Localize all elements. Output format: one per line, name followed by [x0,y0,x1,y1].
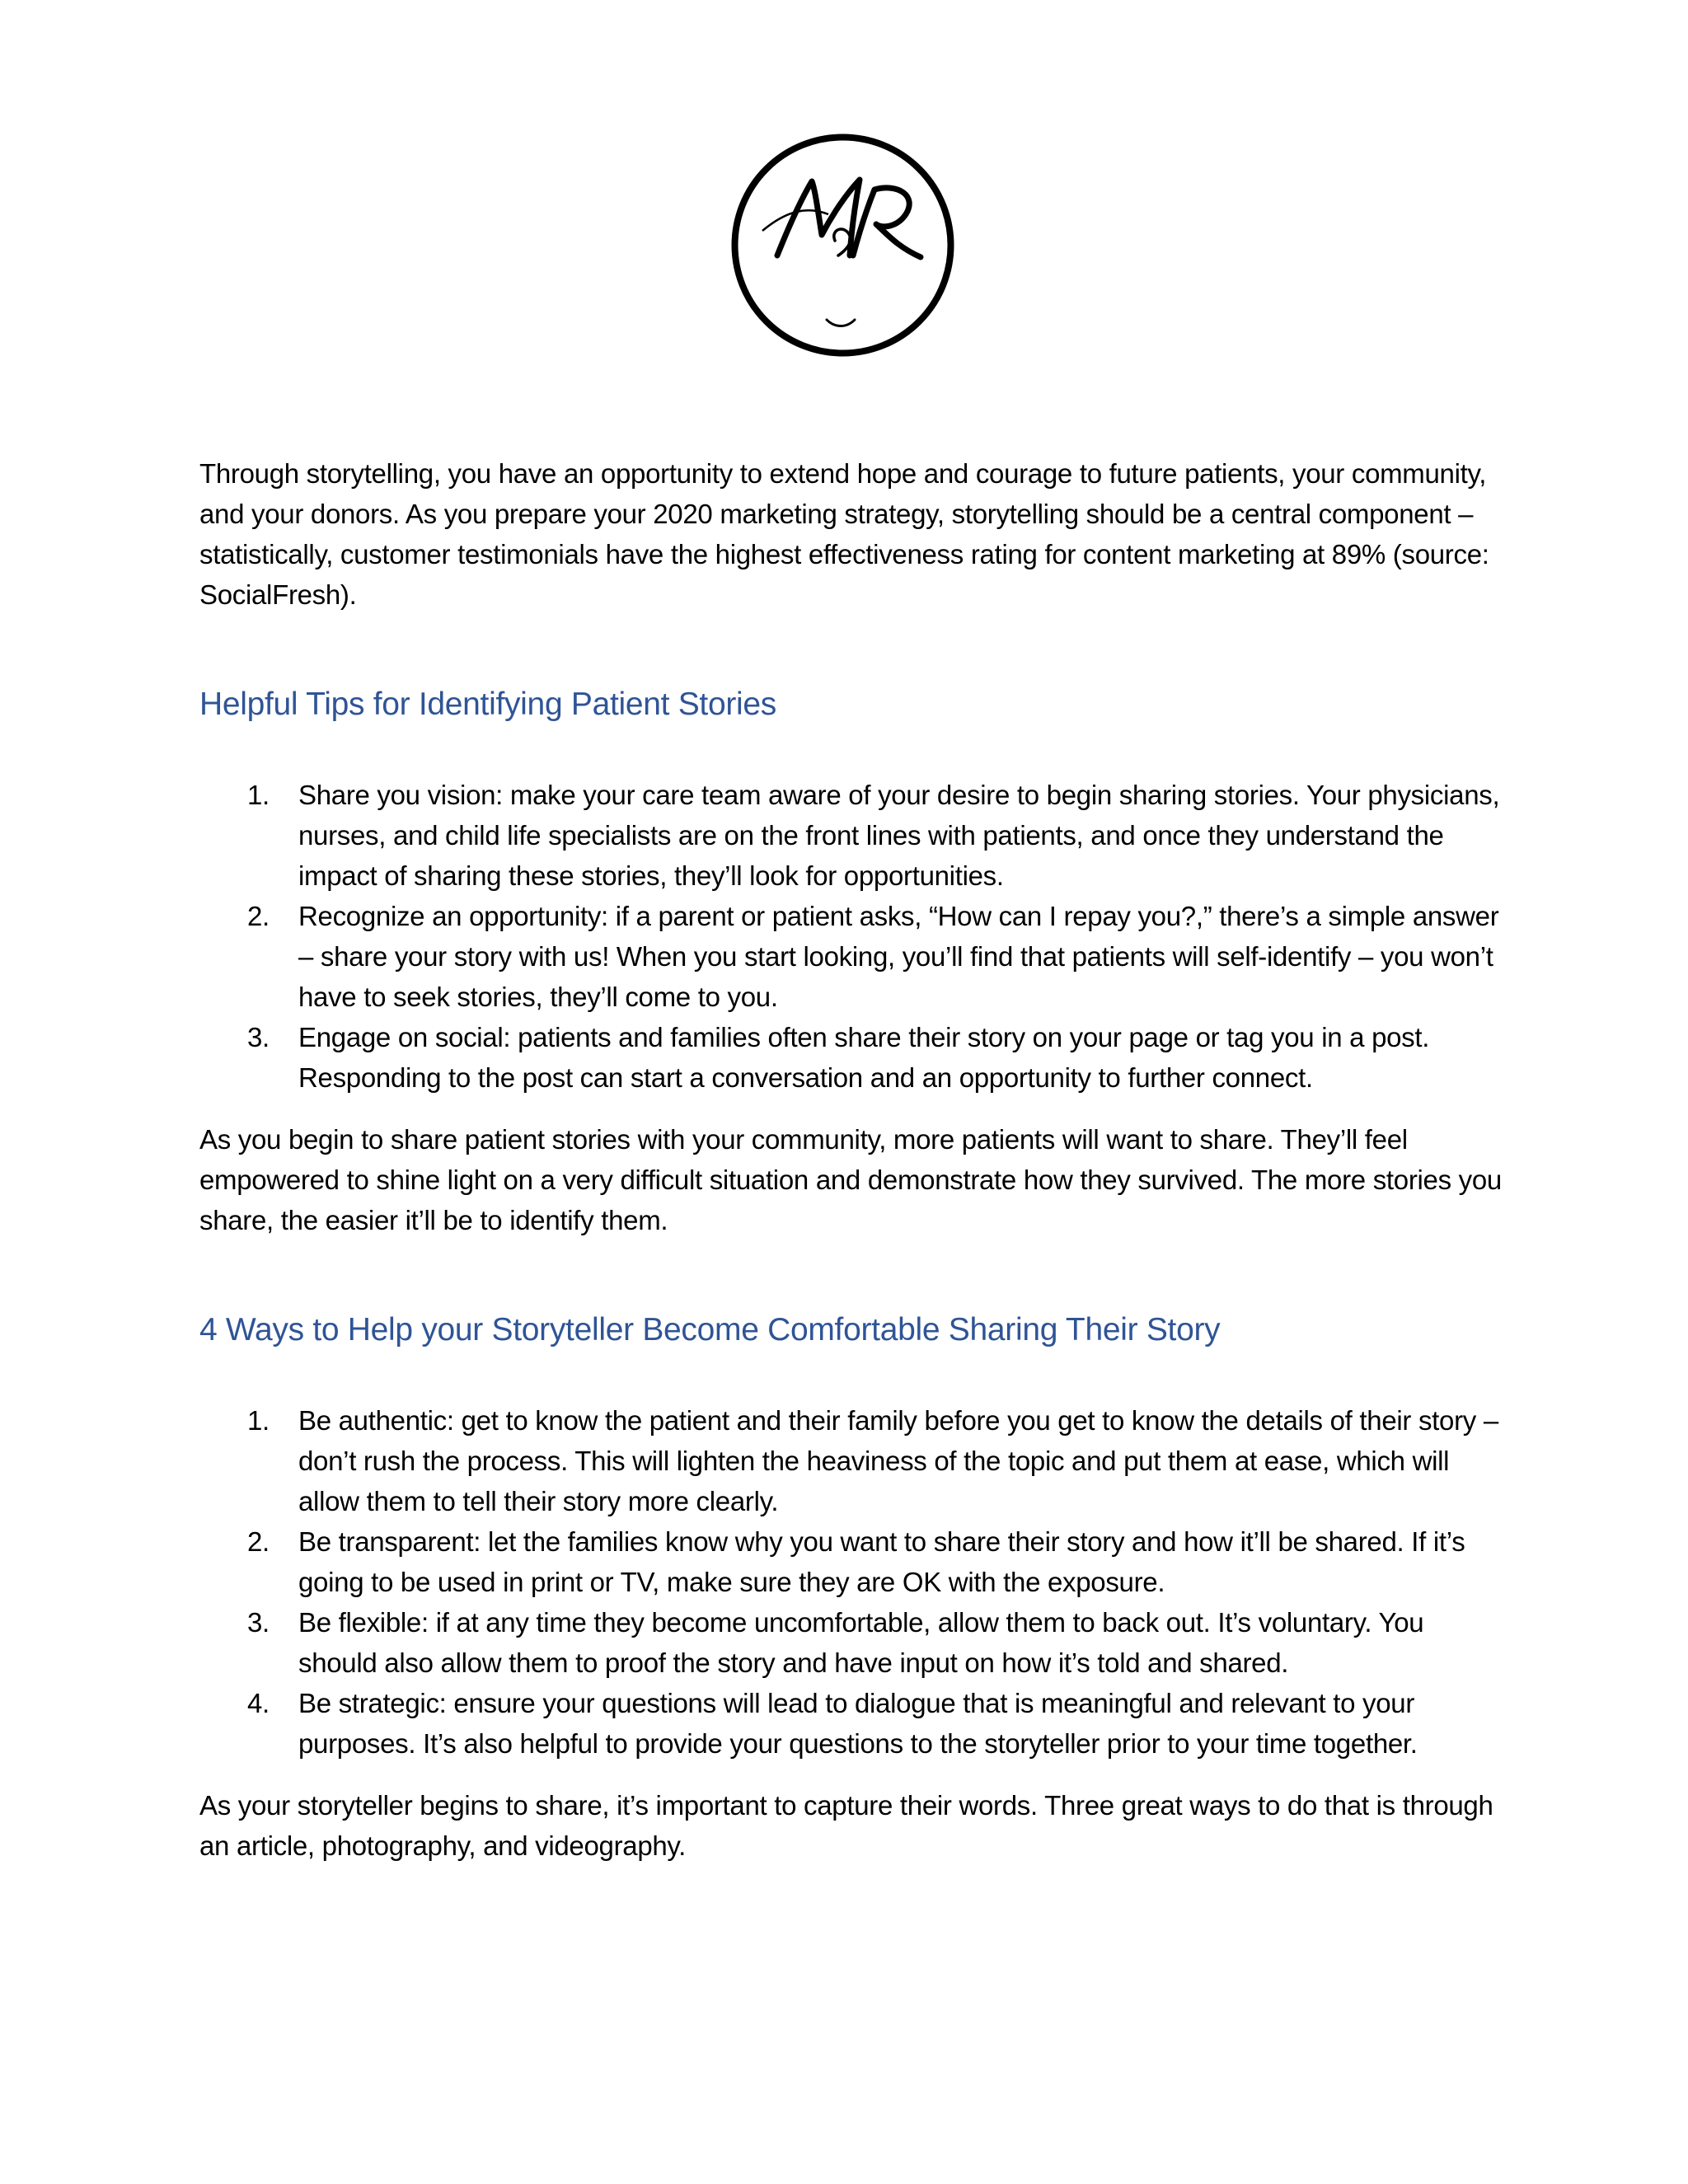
list-number: 3. [247,1607,270,1638]
list-number: 2. [247,1526,270,1557]
document-body [199,453,1502,1866]
list-text: Share you vision: make your care team aware of your desire to begin sharing stories. Your physicians, nurses, and child life specialists are on the front lines with patients, and once they understand the impact of sharing these stories, they’ll look for opportunities. [298,780,1500,891]
section1-heading: Helpful Tips for Identifying Patient Stories [199,687,776,722]
list-number: 4. [247,1688,270,1718]
list-item [199,1521,1502,1602]
list-text: Be flexible: if at any time they become uncomfortable, allow them to back out. It’s voluntary. You should also allow them to proof the story and have input on how it’s told and shared. [298,1607,1424,1678]
section2-list [199,1400,1502,1764]
section2-closing-paragraph: As your storyteller begins to share, it’s important to capture their words. Three great ways to do that is through an article, photography, and videography. [199,1790,1493,1861]
section1-list [199,775,1502,1098]
logo-emblem [729,132,956,359]
list-item [199,1683,1502,1764]
intro-paragraph: Through storytelling, you have an opportunity to extend hope and courage to future patients, your community, and your donors. As you prepare your 2020 marketing strategy, storytelling should be a central component – statistically, customer testimonials have the highest effectiveness rating for content marketing at 89% (source: SocialFresh). [199,458,1489,610]
list-number: 3. [247,1022,270,1052]
list-item [199,1602,1502,1683]
section1-closing-paragraph: As you begin to share patient stories with your community, more patients will want to share. They’ll feel empowered to shine light on a very difficult situation and demonstrate how they survived. The more stories you share, the easier it’ll be to identify them. [199,1124,1502,1235]
list-item [199,1400,1502,1521]
list-text: Recognize an opportunity: if a parent or patient asks, “How can I repay you?,” there’s a simple answer – share your story with us! When you start looking, you’ll find that patients will self-identify – you won’t have to seek stories, they’ll come to you. [298,901,1499,1012]
list-number: 2. [247,901,270,931]
list-number: 1. [247,1405,270,1436]
list-text: Be authentic: get to know the patient and their family before you get to know the details of their story – don’t rush the process. This will lighten the heaviness of the topic and put them at ease, which will allow them to tell their story more clearly. [298,1405,1498,1516]
list-text: Be transparent: let the families know why you want to share their story and how it’ll be shared. If it’s going to be used in print or TV, make sure they are OK with the exposure. [298,1526,1465,1597]
list-item [199,775,1502,896]
list-item [199,896,1502,1017]
list-text: Be strategic: ensure your questions will lead to dialogue that is meaningful and relevant to your purposes. It’s also helpful to provide your questions to the storyteller prior to your time together. [298,1688,1418,1759]
section2-heading: 4 Ways to Help your Storyteller Become Comfortable Sharing Their Story [199,1312,1221,1347]
list-number: 1. [247,780,270,810]
list-text: Engage on social: patients and families often share their story on your page or tag you in a post. Responding to the post can start a conversation and an opportunity to further connect. [298,1022,1430,1093]
company-logo [729,132,956,359]
list-item [199,1017,1502,1098]
